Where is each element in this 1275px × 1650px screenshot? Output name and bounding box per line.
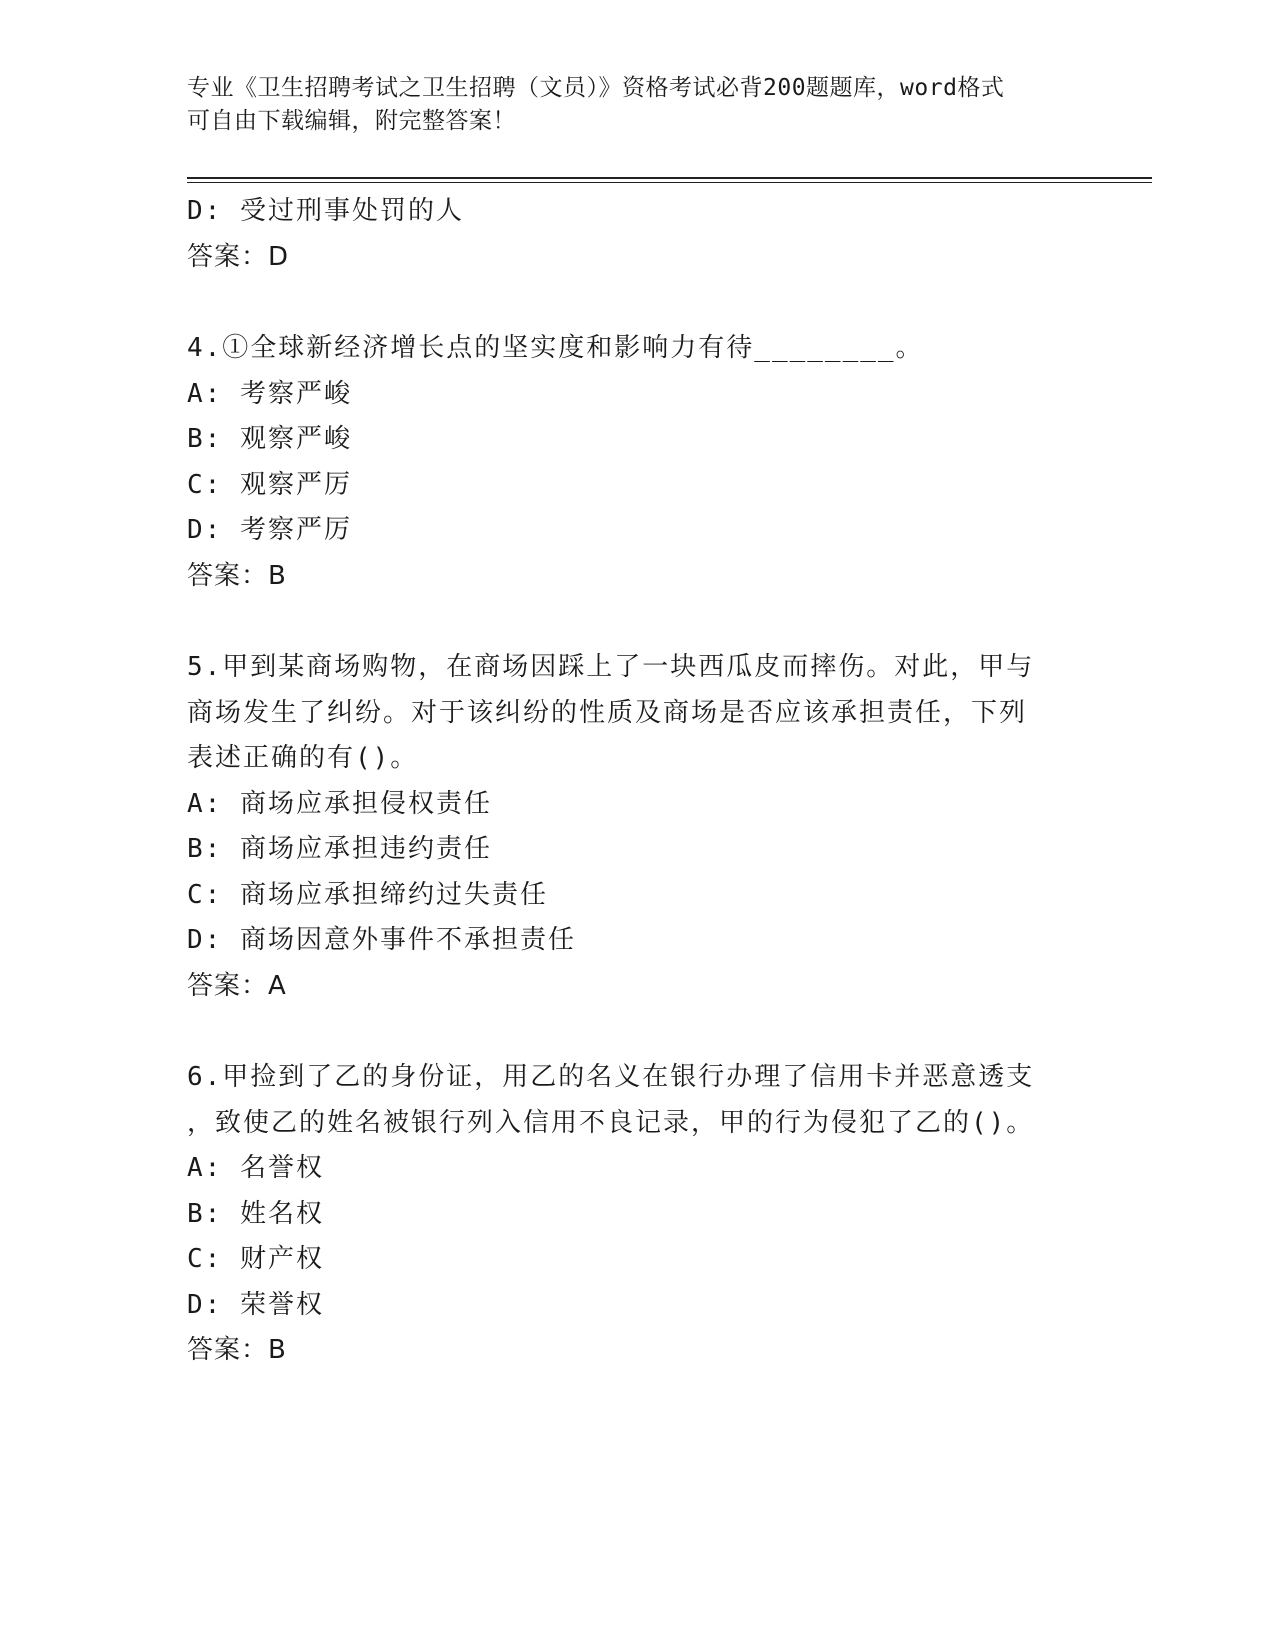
- question-item: [187, 1055, 1067, 1374]
- option-d: D: 考察严厉: [187, 515, 352, 545]
- question-list: [187, 189, 1067, 1374]
- answer-line: 答案：A: [187, 970, 287, 1001]
- option-a: A: 商场应承担侵权责任: [187, 788, 492, 819]
- question-text: 6.甲捡到了乙的身份证，用乙的名义在银行办理了信用卡并恶意透支: [187, 1062, 1035, 1092]
- option-d: D: 商场因意外事件不承担责任: [187, 925, 576, 955]
- question-text: 商场发生了纠纷。对于该纠纷的性质及商场是否应该承担责任，下列: [187, 697, 1028, 728]
- question-item: [187, 326, 1067, 599]
- option-d: D: 荣誉权: [187, 1289, 324, 1320]
- question-text: 表述正确的有()。: [187, 743, 419, 773]
- question-item: [187, 645, 1067, 1009]
- option-a: A: 考察严峻: [187, 378, 352, 409]
- option-c: C: 观察严厉: [187, 469, 352, 500]
- option-d: D: 受过刑事处罚的人: [187, 196, 464, 226]
- question-text: ，致使乙的姓名被银行列入信用不良记录，甲的行为侵犯了乙的()。: [187, 1107, 1035, 1138]
- option-c: C: 商场应承担缔约过失责任: [187, 879, 548, 910]
- header-line-2: 可自由下载编辑，附完整答案！: [187, 108, 516, 134]
- answer-line: 答案：B: [187, 560, 287, 591]
- option-b: B: 姓名权: [187, 1198, 324, 1229]
- question-text: 4.①全球新经济增长点的坚实度和影响力有待________。: [187, 333, 924, 363]
- option-c: C: 财产权: [187, 1244, 324, 1274]
- header-divider-thick: [187, 177, 1152, 179]
- document-header: [187, 72, 1067, 138]
- header-divider-thin: [187, 182, 1152, 183]
- question-text: 5.甲到某商场购物，在商场因踩上了一块西瓜皮而摔伤。对此，甲与: [187, 652, 1035, 682]
- option-b: B: 商场应承担违约责任: [187, 834, 492, 864]
- option-b: B: 观察严峻: [187, 424, 352, 454]
- option-a: A: 名誉权: [187, 1153, 324, 1183]
- answer-line: 答案：B: [187, 1335, 287, 1365]
- header-line-1: 专业《卫生招聘考试之卫生招聘（文员）》资格考试必背200题题库，word格式: [187, 75, 1005, 101]
- answer-line: 答案：D: [187, 241, 290, 272]
